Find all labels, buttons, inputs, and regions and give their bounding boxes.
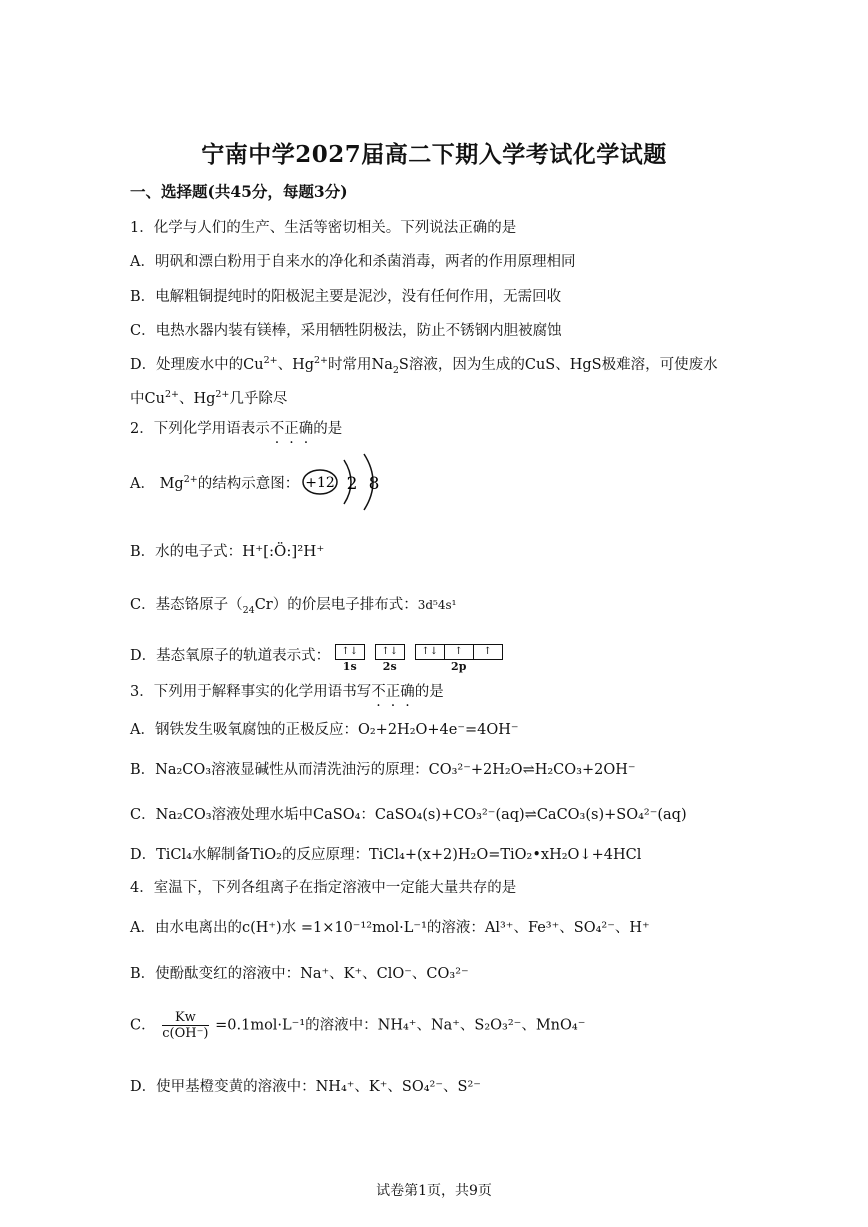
q3-stem: 3．下列用于解释事实的化学用语书写不正确的是 (130, 684, 444, 700)
orbital-box: ↑↓ (375, 644, 405, 660)
q3-option-b: B．Na₂CO₃溶液显碱性从而清洗油污的原理：CO₃²⁻+2H₂O⇌H₂CO₃+2OH⁻ (130, 762, 636, 778)
q1-option-c: C．电热水器内装有镁棒，采用牺牲阴极法，防止不锈钢内胆被腐蚀 (130, 323, 562, 339)
q2-stem: 2．下列化学用语表示不正确的是 (130, 421, 343, 437)
orbital-group-1s (335, 644, 365, 673)
orbital-box: ↑↓ (415, 644, 445, 660)
q4-stem: 4．室温下，下列各组离子在指定溶液中一定能大量共存的是 (130, 880, 517, 896)
q4-option-b: B．使酚酞变红的溶液中：Na⁺、K⁺、ClO⁻、CO₃²⁻ (130, 966, 469, 982)
mg-ion-structure-diagram (300, 452, 390, 512)
orbital-box-row (335, 644, 365, 660)
page-title: 宁南中学2027届高二下期入学考试化学试题 (201, 141, 667, 168)
shell-1-count: 2 (346, 474, 358, 494)
q3-option-a: A．钢铁发生吸氧腐蚀的正极反应：O₂+2H₂O+4e⁻=4OH⁻ (130, 722, 519, 738)
shell-2-count: 8 (368, 474, 380, 494)
orbital-box: ↑ (474, 644, 503, 660)
water-electron-formula: H⁺[:Ö:]²H⁺ (242, 542, 325, 560)
q4-option-a: A．由水电离出的c(H⁺)水 =1×10⁻¹²mol·L⁻¹的溶液：Al³⁺、Fe³⁺、SO₄²⁻、H⁺ (130, 920, 650, 936)
page-footer: 试卷第1页，共9页 (376, 1183, 492, 1199)
orbital-label: 2p (451, 660, 467, 673)
orbital-label: 2s (382, 660, 397, 673)
orbital-box-row (375, 644, 405, 660)
kw-fraction: $\frac{Kw}{c(OH^-)}$ (162, 1010, 209, 1041)
oxygen-orbital-diagram (335, 646, 513, 673)
orbital-box-row (415, 644, 503, 660)
q3-option-c: C．Na₂CO₃溶液处理水垢中CaSO₄：CaSO₄(s)+CO₃²⁻(aq)⇌CaCO₃(s)+SO₄²⁻(aq) (130, 807, 687, 823)
q1-option-d: D．处理废水中的$Cu^{2+}$、$Hg^{2+}$时常用$Na_2S$溶液，因为生成的CuS、HgS极难溶，可使废水 (130, 355, 718, 376)
q1-option-d-cont: 中$Cu^{2+}$、$Hg^{2+}$几乎除尽 (130, 389, 288, 407)
orbital-group-2s (375, 644, 405, 673)
q1-option-a: A．明矾和漂白粉用于自来水的净化和杀菌消毒，两者的作用原理相同 (130, 254, 576, 270)
nucleus-charge: +12 (305, 475, 335, 491)
orbital-box: ↑↓ (335, 644, 365, 660)
orbital-group-2p (415, 644, 503, 673)
orbital-box: ↑ (445, 644, 474, 660)
q2-option-b: B．水的电子式：H⁺[:Ö:]²H⁺ (130, 542, 325, 560)
q1-option-b: B．电解粗铜提纯时的阳极泥主要是泥沙，没有任何作用，无需回收 (130, 289, 562, 305)
q3-option-d: D．TiCl₄水解制备TiO₂的反应原理：TiCl₄+(x+2)H₂O=TiO₂•xH₂O↓+4HCl (130, 847, 642, 863)
q4-option-d: D．使甲基橙变黄的溶液中：NH₄⁺、K⁺、SO₄²⁻、S²⁻ (130, 1079, 481, 1095)
q1-stem: 1．化学与人们的生产、生活等密切相关。下列说法正确的是 (130, 220, 517, 236)
q2-option-c: C．基态铬原子$(_{24}Cr)$的价层电子排布式：3d⁵4s¹ (130, 597, 457, 616)
q2-option-a: A． $Mg^{2+}$的结构示意图： (130, 474, 300, 492)
section-heading: 一、选择题(共45分，每题3分) (130, 182, 348, 201)
q4-option-c: C． $\frac{Kw}{c(OH^-)}$ =0.1mol·L⁻¹的溶液中：NH₄⁺、Na⁺、S₂O₃²⁻、MnO₄⁻ (130, 1010, 586, 1041)
orbital-label: 1s (342, 660, 357, 673)
q2-option-d: D．基态氧原子的轨道表示式： ↑↓ 1s ↑↓ 2s ↑↓ ↑ ↑ 2p (130, 644, 513, 673)
